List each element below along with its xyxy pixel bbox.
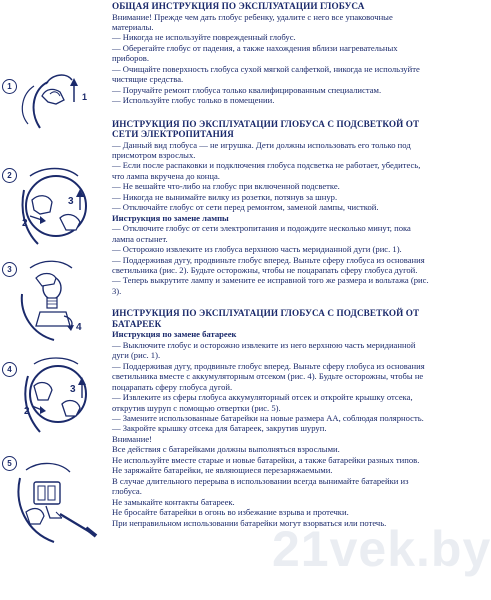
instruction-line: — Замените использованные батарейки на новые размера АА, соблюдая полярность. [112, 413, 424, 423]
figure-4 [0, 352, 108, 436]
figure-3 [0, 254, 108, 346]
section-title: ОБЩАЯ ИНСТРУКЦИЯ ПО ЭКСПЛУАТАЦИИ ГЛОБУСА [112, 1, 365, 11]
figure-arrow-number: 1 [82, 92, 88, 102]
text-column [112, 1, 431, 528]
figure-number-badge: 3 [2, 262, 17, 277]
figure-arrow-number: 2 [22, 218, 28, 229]
figure-arrow-number: 2 [24, 406, 30, 417]
figure-1 [0, 66, 108, 134]
section-title: ИНСТРУКЦИЯ ПО ЭКСПЛУАТАЦИИ ГЛОБУСА С ПОДСВЕТКОЙ ОТ БАТАРЕЕК [112, 308, 420, 329]
instruction-line: — Осторожно извлеките из глобуса верхнюю часть меридианной дуги (рис. 1). [112, 244, 402, 255]
instruction-line: — Если после распаковки и подключения глобуса подсветка не работает, убедитесь, что лампа вкручена до конца. [112, 160, 421, 181]
battery-globe-removal-illustration [0, 352, 108, 436]
instruction-line: В случае длительного перерыва в использовании всегда вынимайте батарейки из глобуса. [112, 475, 409, 497]
figure-number-badge: 5 [2, 456, 17, 471]
instruction-line: — Выключите глобус и осторожно извлеките из него верхнюю часть меридианной дуги (рис. 1). [112, 339, 416, 361]
instruction-line: Не бросайте батарейки в огонь во избежание взрыва и протечки. [112, 507, 349, 518]
section-title: ИНСТРУКЦИЯ ПО ЭКСПЛУАТАЦИИ ГЛОБУСА С ПОДСВЕТКОЙ ОТ СЕТИ ЭЛЕКТРОПИТАНИЯ [112, 118, 420, 140]
instruction-line: — Используйте глобус только в помещении. [112, 95, 275, 106]
instruction-line: — Поддерживая дугу, продвиньте глобус вперед. Выньте сферу глобуса из основания светильника вместе с аккумуляторным отсеком (рис. 4). Будьте осторожны, чтобы не поцарапать сферу глобуса дугой. [112, 360, 425, 392]
mains-powered-globe-section [112, 119, 431, 297]
instruction-line: Не заряжайте батарейки, не являющиеся перезаряжаемыми. [112, 465, 333, 476]
instruction-line: — Теперь выкрутите лампу и замените ее исправной того же размера и вольтажа (рис. 3). [112, 275, 429, 296]
instruction-line: Не используйте вместе старые и новые батарейки, а также батарейки разных типов. [112, 454, 420, 465]
section-subtitle: Инструкция по замене лампы [112, 212, 229, 223]
instruction-line: — Поддерживая дугу, продвиньте глобус вперед. Выньте сферу глобуса из основания светильника (рис. 2). Будьте осторожны, чтобы не поцарапать сферу глобуса дугой. [112, 254, 425, 276]
instruction-line: — Отключите глобус от сети электропитания и подождите несколько минут, пока лампа остынет. [112, 223, 411, 244]
instruction-line: — Не вешайте что-либо на глобус при включенной подсветке. [112, 181, 340, 192]
section-subtitle: Инструкция по замене батареек [112, 329, 237, 340]
instruction-line: Не замыкайте контакты батареек. [112, 496, 235, 507]
instruction-line: Все действия с батарейками должны выполняться взрослыми. [112, 444, 340, 455]
instruction-line: — Закройте крышку отсека для батареек, закрутив шуруп. [112, 423, 327, 434]
figure-number-badge: 1 [2, 79, 17, 94]
figure-2 [0, 160, 108, 250]
figure-number-badge: 2 [2, 168, 17, 183]
instruction-line: — Никогда не используйте поврежденный глобус. [112, 32, 296, 43]
figure-arrow-number: 3 [68, 196, 74, 207]
instruction-line: — Данный вид глобуса — не игрушка. Дети должны использовать его только под присмотром взрослых. [112, 139, 411, 161]
figure-number-badge: 4 [2, 362, 17, 377]
figure-arrow-number: 3 [70, 384, 76, 395]
warning-heading: Внимание! [112, 433, 152, 444]
instruction-line: — Очищайте поверхность глобуса сухой мягкой салфеткой, никогда не используйте чистящие средства. [112, 63, 420, 85]
instruction-line: — Извлеките из сферы глобуса аккумуляторный отсек и откройте крышку отсека, открутив шуруп с помощью отвертки (рис. 5). [112, 392, 413, 413]
instruction-line: — Поручайте ремонт глобуса только квалифицированным специалистам. [112, 84, 382, 95]
battery-powered-globe-section [112, 308, 431, 528]
instruction-line: При неправильном использовании батарейки могут взорваться или потечь. [112, 517, 387, 528]
general-instructions-section [112, 1, 431, 106]
instruction-line: — Отключайте глобус от сети перед ремонтом, заменой лампы, чисткой. [112, 202, 379, 213]
meridian-removal-illustration [0, 66, 108, 134]
figure-5 [0, 448, 108, 548]
figure-arrow-number: 4 [76, 322, 82, 333]
watermark: 21vek.by [272, 521, 491, 577]
instruction-line: Внимание! Прежде чем дать глобус ребенку, удалите с него все упаковочные материалы. [112, 11, 393, 32]
instruction-line: — Оберегайте глобус от падения, а также нахождения вблизи нагревательных приборов. [112, 42, 398, 64]
instruction-line: — Никогда не вынимайте вилку из розетки, потянув за шнур. [112, 191, 338, 202]
